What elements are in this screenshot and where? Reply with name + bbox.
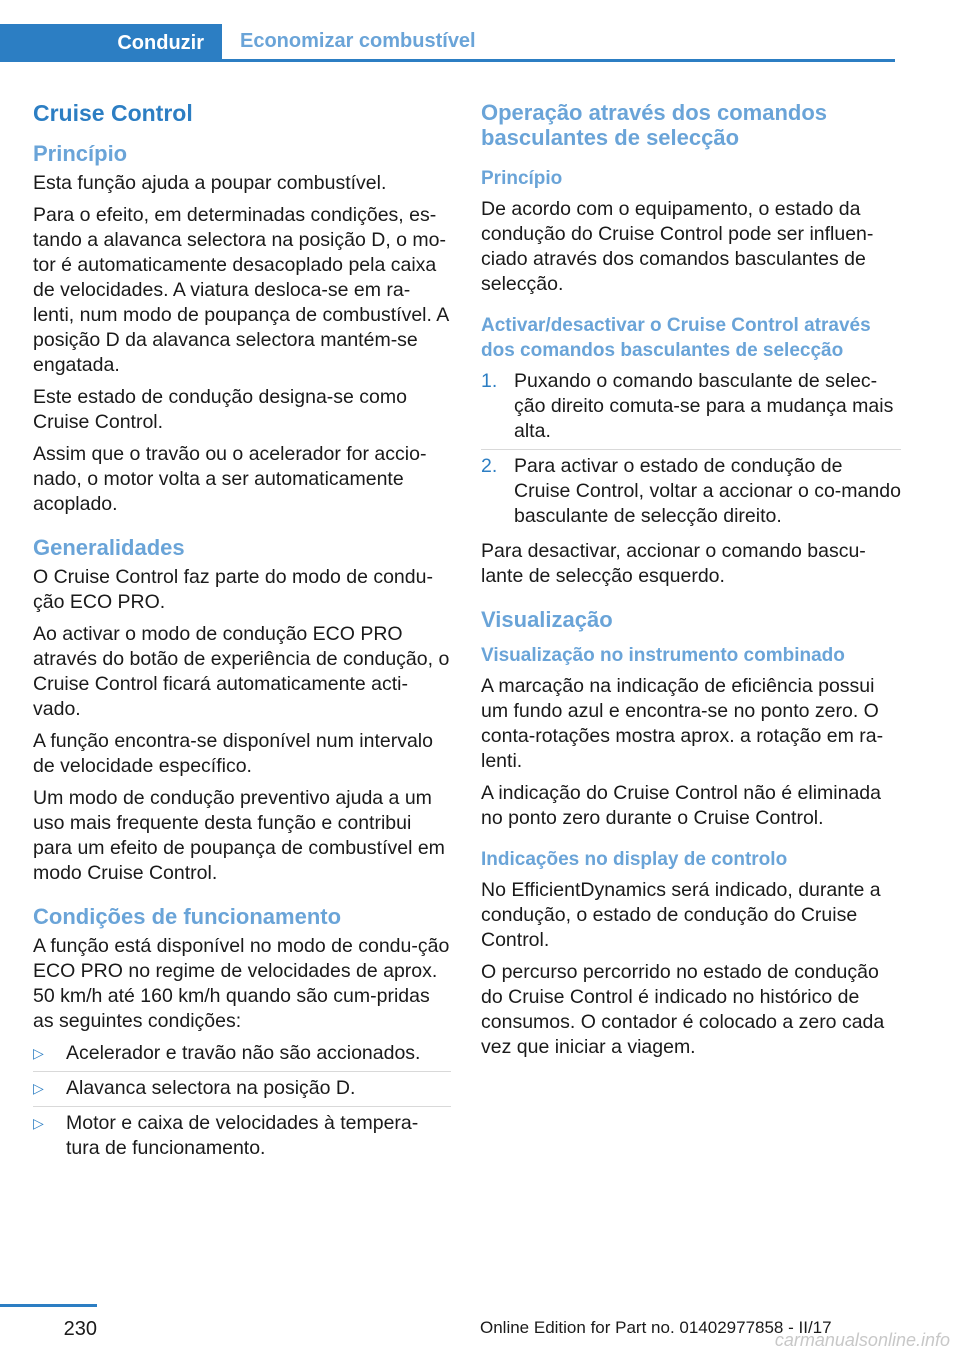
list-item: ▷ Motor e caixa de velocidades à tempera‐tura de funcionamento. — [33, 1112, 419, 1159]
list-item: 2. Para activar o estado de condução de Cruise Control, voltar a accionar o co‐mando basculante de selecção direito. — [481, 455, 901, 527]
list-item: ▷ Alavanca selectora na posição D. — [33, 1076, 451, 1101]
heading-condicoes-de-funcionamento: Condições de funcionamento — [33, 904, 342, 929]
paragraph: Assim que o travão ou o acelerador for accio‐nado, o motor volta a ser automaticamente acoplado. — [33, 443, 427, 515]
paragraph: O Cruise Control faz parte do modo de condu‐ção ECO PRO. — [33, 566, 433, 613]
tab-conduzir[interactable]: Conduzir — [0, 24, 222, 62]
paragraph: No EfficientDynamics será indicado, durante a condução, o estado de condução do Cruise Control. — [481, 879, 881, 951]
paragraph: A marcação na indicação de eficiência possui um fundo azul e encontra-se no ponto zero. O conta-rotações mostra aprox. a rotação em ra‐lenti. — [481, 675, 884, 772]
tab-economizar-combustivel[interactable]: Economizar combustível — [222, 24, 895, 62]
footer-rule — [0, 1304, 97, 1307]
right-column — [481, 100, 901, 1067]
triangle-bullet-icon: ▷ — [33, 1080, 44, 1096]
heading-generalidades: Generalidades — [33, 535, 185, 560]
heading-activar-desactivar: Activar/desactivar o Cruise Control através dos comandos basculantes de selecção — [481, 315, 871, 361]
heading-principio: Princípio — [33, 141, 128, 166]
steps-list — [481, 369, 901, 529]
paragraph: A indicação do Cruise Control não é eliminada no ponto zero durante o Cruise Control. — [481, 782, 881, 829]
section-title-cruise-control: Cruise Control — [33, 100, 193, 126]
section-title-operacao: Operação através dos comandos basculantes de selecção — [481, 100, 828, 150]
page-number: 230 — [63, 1318, 97, 1340]
paragraph: Esta função ajuda a poupar combustível. — [33, 172, 387, 194]
paragraph: Para desactivar, accionar o comando bascu‐lante de selecção esquerdo. — [481, 540, 866, 587]
list-item: ▷ Acelerador e travão não são accionados. — [33, 1041, 451, 1066]
heading-visualizacao: Visualização — [481, 607, 613, 632]
paragraph: A função encontra-se disponível num intervalo de velocidade específico. — [33, 730, 433, 777]
edition-note: Online Edition for Part no. 01402977858 - II/17 — [480, 1318, 832, 1337]
triangle-bullet-icon: ▷ — [33, 1045, 44, 1061]
left-column — [33, 100, 451, 1171]
paragraph: Para o efeito, em determinadas condições, es‐tando a alavanca selectora na posição D, o mo‐tor é automaticamente desacoplado pela caixa de velocidades. A viatura desloca-se em ra‐lenti, num modo de poupança de combustível. A posição D da alavanca selectora mantém-se engatada. — [33, 204, 449, 376]
watermark: carmanualsonline.info — [774, 1330, 950, 1350]
heading-indicacoes-display: Indicações no display de controlo — [481, 849, 788, 870]
triangle-bullet-icon: ▷ — [33, 1115, 44, 1131]
paragraph: Este estado de condução designa-se como Cruise Control. — [33, 386, 407, 433]
paragraph: O percurso percorrido no estado de condução do Cruise Control é indicado no histórico de consumos. O contador é colocado a zero cada vez que iniciar a viagem. — [481, 961, 885, 1058]
paragraph: Ao activar o modo de condução ECO PRO através do botão de experiência de condução, o Cruise Control ficará automaticamente acti‐vado. — [33, 623, 450, 720]
heading-principio: Princípio — [481, 168, 563, 189]
paragraph: Um modo de condução preventivo ajuda a um uso mais frequente desta função e contribui para um efeito de poupança de combustível em modo Cruise Control. — [33, 787, 445, 884]
conditions-list — [33, 1041, 451, 1161]
page-header — [0, 0, 960, 62]
heading-visualizacao-instrumento: Visualização no instrumento combinado — [481, 645, 845, 666]
paragraph: A função está disponível no modo de condu‐ção ECO PRO no regime de velocidades de aprox. 50 km/h até 160 km/h quando são cum‐pridas as seguintes condições: — [33, 935, 450, 1032]
paragraph: De acordo com o equipamento, o estado da condução do Cruise Control pode ser influen‐ciado através dos comandos basculantes de selecção. — [481, 198, 874, 295]
list-item: 1. Puxando o comando basculante de selec‐ção direito comuta-se para a mudança mais alta. — [481, 369, 901, 444]
